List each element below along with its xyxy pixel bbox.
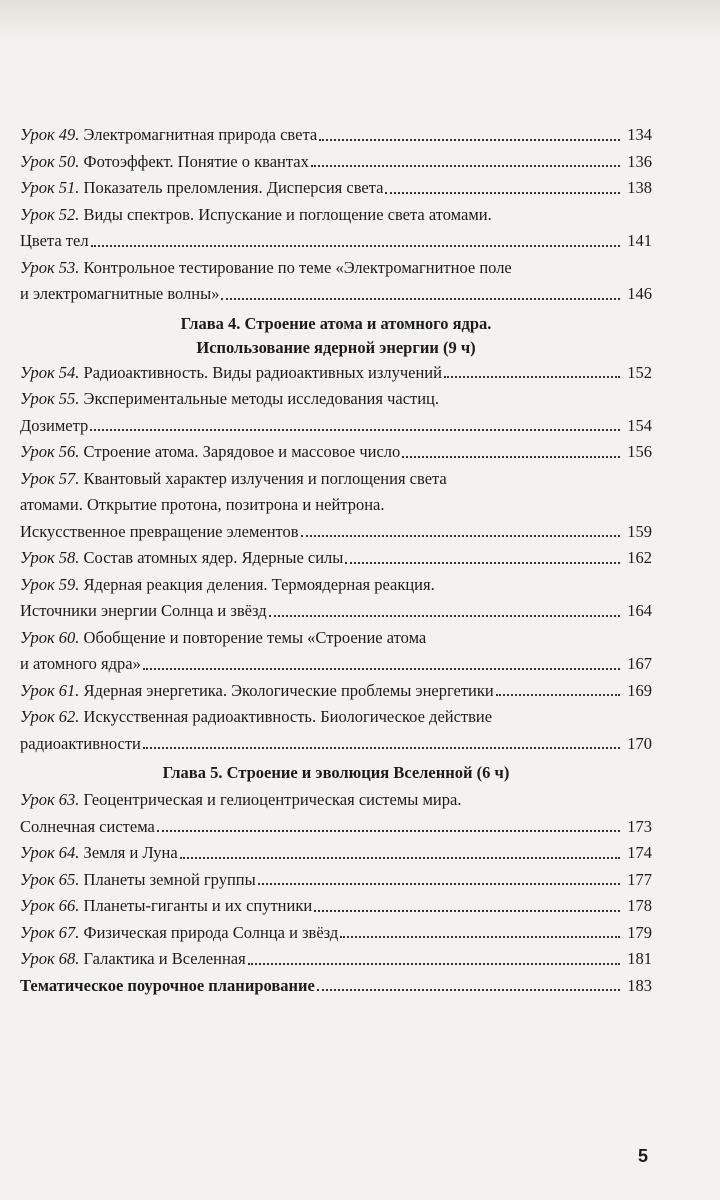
toc-page-number: 178 — [627, 896, 652, 915]
dot-leader — [91, 244, 620, 247]
toc-line — [20, 175, 652, 202]
toc-line-text — [20, 840, 178, 867]
toc-line-text — [20, 492, 384, 519]
lesson-title: Обобщение и повторение темы «Строение атома — [79, 627, 427, 647]
dot-leader — [258, 882, 620, 885]
lesson-label: Урок 66. — [20, 896, 80, 915]
toc-line-text — [20, 867, 256, 894]
lesson-label: Урок 68. — [20, 949, 80, 968]
toc-page-number: 169 — [627, 680, 652, 700]
toc-line — [20, 731, 652, 758]
lesson-title: Контрольное тестирование по теме «Электромагнитное поле — [79, 257, 512, 277]
dot-leader — [311, 164, 620, 167]
toc-page-number: 159 — [627, 521, 652, 541]
toc-page-number: 154 — [627, 415, 652, 435]
lesson-title: и атомного ядра» — [20, 654, 141, 673]
toc-line-text — [20, 572, 435, 599]
lesson-title: Экспериментальные методы исследования частиц. — [79, 389, 440, 408]
lesson-title: Земля и Луна — [79, 843, 178, 862]
lesson-label: Урок 53. — [20, 257, 80, 277]
toc-line-text — [20, 625, 426, 652]
toc-line-text — [20, 281, 219, 308]
toc-line-text — [20, 386, 439, 413]
toc-line — [20, 893, 652, 920]
dot-leader — [180, 856, 620, 859]
toc-line-text — [20, 731, 141, 758]
toc-page-number: 156 — [627, 442, 652, 461]
toc-line — [20, 545, 652, 572]
lesson-title: Состав атомных ядер. Ядерные силы — [79, 548, 344, 567]
dot-leader — [314, 909, 620, 912]
toc-page-number: 162 — [627, 548, 652, 567]
dot-leader — [248, 962, 620, 965]
lesson-title: Планеты земной группы — [79, 869, 256, 889]
lesson-title: Ядерная реакция деления. Термоядерная реакция. — [79, 574, 435, 594]
lesson-label: Урок 67. — [20, 922, 80, 942]
lesson-title: Строение атома. Зарядовое и массовое число — [79, 442, 401, 461]
toc-line-text — [20, 360, 442, 387]
dot-leader — [496, 693, 620, 696]
dot-leader — [402, 455, 620, 458]
toc-page-number: 152 — [627, 362, 652, 382]
toc-line-text — [20, 255, 512, 282]
toc-line — [20, 492, 652, 519]
toc-line — [20, 439, 652, 466]
dot-leader — [221, 297, 620, 300]
dot-leader — [319, 138, 620, 141]
toc-line-text — [20, 893, 312, 920]
toc-line-text — [20, 122, 317, 149]
dot-leader — [444, 375, 620, 378]
toc-line — [20, 202, 652, 229]
toc-line — [20, 255, 652, 282]
lesson-title: Дозиметр — [20, 415, 89, 435]
lesson-title: Тематическое поурочное планирование — [20, 975, 315, 995]
lesson-title: и электромагнитные волны» — [20, 284, 220, 303]
lesson-title: Квантовый характер излучения и поглощения света — [79, 468, 447, 488]
lesson-title: Цвета тел — [20, 231, 89, 250]
toc-line — [20, 946, 652, 973]
toc-line — [20, 360, 652, 387]
toc-line-text — [20, 598, 267, 625]
chapter-heading: Использование ядерной энергии (9 ч) — [196, 337, 476, 357]
toc-line-text — [20, 545, 343, 572]
lesson-label: Урок 59. — [20, 574, 80, 594]
lesson-title: Искусственная радиоактивность. Биологическое действие — [79, 707, 493, 726]
toc-line — [20, 814, 652, 841]
dot-leader — [317, 988, 620, 991]
toc-line — [20, 228, 652, 255]
lesson-title: Радиоактивность. Виды радиоактивных излучений — [79, 362, 442, 382]
toc-line-text — [20, 651, 141, 678]
toc-line — [20, 867, 652, 894]
toc-page-number: 181 — [627, 949, 652, 968]
toc-line — [20, 466, 652, 493]
lesson-title: Искусственное превращение элементов — [20, 521, 299, 541]
toc-line-text — [20, 704, 492, 731]
lesson-label: Урок 61. — [20, 680, 80, 700]
lesson-title: радиоактивности — [20, 733, 141, 753]
toc-page-number: 177 — [627, 869, 652, 889]
toc-line — [20, 149, 652, 176]
page-number: 5 — [638, 1146, 649, 1166]
toc-page-number: 138 — [627, 178, 652, 197]
lesson-title: атомами. Открытие протона, позитрона и нейтрона. — [20, 495, 385, 514]
toc-line — [20, 598, 652, 625]
dot-leader — [143, 667, 620, 670]
lesson-label: Урок 64. — [20, 843, 80, 862]
lesson-label: Урок 60. — [20, 627, 80, 647]
dot-leader — [269, 614, 620, 617]
lesson-title: Электромагнитная природа света — [79, 125, 318, 144]
toc-line-text — [20, 973, 315, 1000]
toc-line-text — [20, 466, 447, 493]
toc-page-number: 136 — [627, 151, 652, 171]
toc-line-text — [20, 787, 461, 814]
toc-line-text — [20, 175, 383, 202]
toc-page-number: 134 — [627, 125, 652, 144]
toc-line — [20, 519, 652, 546]
lesson-title: Источники энергии Солнца и звёзд — [20, 601, 267, 620]
toc-page-number: 170 — [627, 733, 652, 753]
lesson-label: Урок 58. — [20, 548, 80, 567]
toc-page-number: 174 — [627, 843, 652, 862]
page-top-edge — [0, 0, 720, 40]
lesson-title: Показатель преломления. Дисперсия света — [79, 178, 384, 197]
lesson-title: Виды спектров. Испускание и поглощение света атомами. — [79, 204, 492, 224]
lesson-title: Галактика и Вселенная — [79, 949, 246, 968]
toc-line-text — [20, 920, 338, 947]
lesson-title: Солнечная система — [20, 816, 155, 836]
toc-page-number: 183 — [627, 975, 652, 995]
toc-page-number: 179 — [627, 922, 652, 942]
lesson-label: Урок 55. — [20, 389, 80, 408]
dot-leader — [340, 935, 620, 938]
dot-leader — [157, 829, 620, 832]
toc-line-text — [20, 946, 246, 973]
toc-page-number: 164 — [627, 601, 652, 620]
toc-line — [20, 678, 652, 705]
toc-line-text — [20, 439, 400, 466]
toc-line-text — [20, 814, 155, 841]
lesson-label: Урок 54. — [20, 362, 80, 382]
toc-line-text — [20, 202, 492, 229]
lesson-label: Урок 49. — [20, 125, 80, 144]
lesson-label: Урок 51. — [20, 178, 80, 197]
lesson-title: Ядерная энергетика. Экологические проблемы энергетики — [79, 680, 494, 700]
toc-line — [20, 386, 652, 413]
lesson-label: Урок 57. — [20, 468, 80, 488]
toc-line — [20, 281, 652, 308]
toc-line — [20, 625, 652, 652]
toc-line — [20, 651, 652, 678]
toc-line-text — [20, 149, 309, 176]
toc-line — [20, 122, 652, 149]
lesson-label: Урок 52. — [20, 204, 80, 224]
toc-page-number: 167 — [627, 654, 652, 673]
lesson-label: Урок 63. — [20, 790, 80, 809]
lesson-label: Урок 50. — [20, 151, 80, 171]
dot-leader — [385, 191, 620, 194]
toc-page-number: 146 — [627, 284, 652, 303]
lesson-label: Урок 65. — [20, 869, 80, 889]
toc-line — [20, 704, 652, 731]
dot-leader — [90, 428, 620, 431]
toc-line — [20, 973, 652, 1000]
lesson-title: Геоцентрическая и гелиоцентрическая системы мира. — [79, 790, 462, 809]
toc-line-text — [20, 228, 89, 255]
dot-leader — [345, 561, 620, 564]
lesson-label: Урок 56. — [20, 442, 80, 461]
dot-leader — [143, 746, 620, 749]
dot-leader — [301, 534, 620, 537]
lesson-title: Планеты-гиганты и их спутники — [79, 896, 313, 915]
toc-line-text — [20, 519, 299, 546]
toc-line — [20, 920, 652, 947]
toc-line-text — [20, 413, 88, 440]
lesson-title: Физическая природа Солнца и звёзд — [79, 922, 339, 942]
lesson-title: Фотоэффект. Понятие о квантах — [79, 151, 309, 171]
toc-page-number: 141 — [627, 231, 652, 250]
toc-line — [20, 840, 652, 867]
toc-line — [20, 413, 652, 440]
chapter-heading: Глава 4. Строение атома и атомного ядра. — [180, 313, 492, 333]
chapter-heading: Глава 5. Строение и эволюция Вселенной (6 ч) — [162, 763, 510, 782]
table-of-contents — [20, 122, 652, 999]
toc-line — [20, 787, 652, 814]
lesson-label: Урок 62. — [20, 707, 80, 726]
toc-line-text — [20, 678, 494, 705]
toc-page-number: 173 — [627, 816, 652, 836]
toc-line — [20, 572, 652, 599]
